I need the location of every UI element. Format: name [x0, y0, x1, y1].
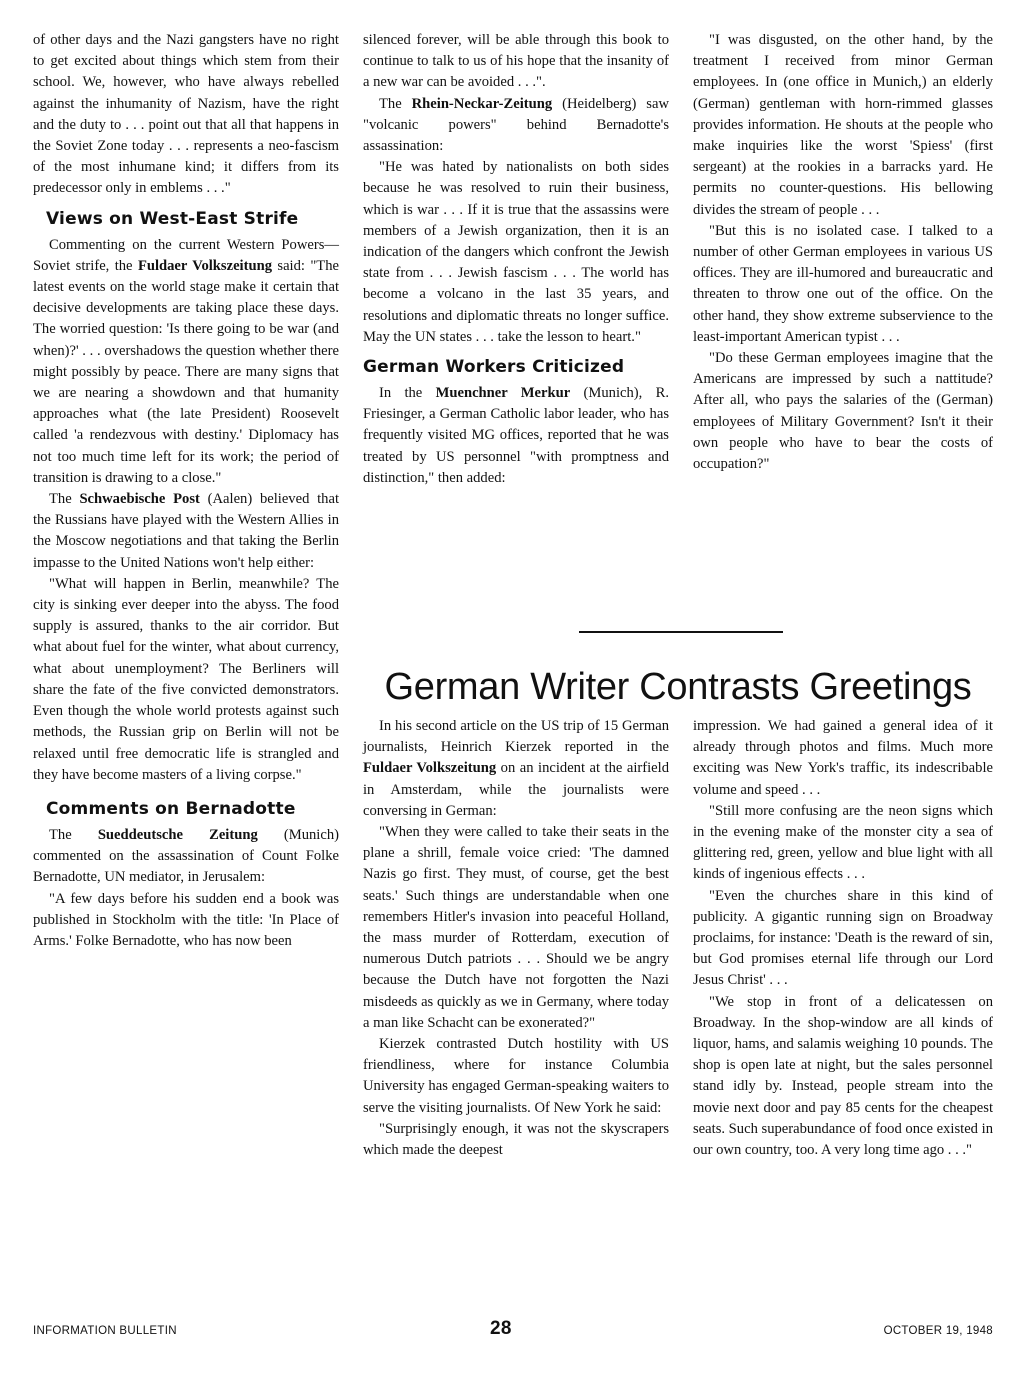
- column-3: [693, 30, 993, 475]
- text: said: "The latest events on the world stage make it certain that decisive developments are taking place these days. The worried question: 'Is there going to be war (and when)?' . . . overshadows the question whether there might possibly by peace. There are many signs that we are nearing a showdown and that humanity approaches what (the late President) Roosevelt called 'a rendezvous with destiny.' Diplomacy has not too much time left for its work; the period of transition is drawing to a close.": [33, 257, 339, 486]
- paragraph: "He was hated by nationalists on both sides because he was resolved to ruin their business, which is war . . . If it is true that the assassins were members of a Jewish organization, then it is an indication of the dangers which confront the Jewish state from . . . Jewish fascism . . . The world has become a volcano in the last 35 years, and resolutions and diplomatic threats no longer suffice. May the UN states . . . take the lesson to heart.": [363, 159, 669, 345]
- newspaper-name: Rhein-Neckar-Zeitung: [411, 95, 553, 112]
- paragraph: Kierzek contrasted Dutch hostility with US friendliness, where for instance Columbia University has engaged German-speaking waiters to serve the visiting journalists. Of New York he said:: [363, 1036, 669, 1116]
- paragraph: [33, 489, 339, 574]
- text: The: [49, 491, 80, 508]
- paragraph: [363, 94, 669, 158]
- article-headline: German Writer Contrasts Greetings: [384, 666, 972, 708]
- paragraph: [363, 716, 669, 822]
- text: (Munich) commented on the assassination of Count Folke Bernadotte, UN mediator, in Jerusalem:: [33, 826, 339, 886]
- text: The: [379, 95, 412, 112]
- paragraph: [33, 825, 339, 889]
- section-heading-bernadotte: Comments on Bernadotte: [46, 798, 296, 819]
- section-heading-workers: German Workers Criticized: [363, 357, 625, 378]
- paragraph: "Surprisingly enough, it was not the skyscrapers which made the deepest: [363, 1120, 669, 1159]
- paragraph: "Do these German employees imagine that the Americans are impressed by such a nattitude? After all, who pays the salaries of the (German) employees of Military Government? Isn't it their own people who have to bear the costs of occupation?": [693, 350, 993, 473]
- paragraph: "Even the churches share in this kind of publicity. A gigantic running sign on Broadway proclaims, for instance: 'Death is the reward of sin, but God promises eternal life through our Lord Jesus Christ' . . .: [693, 887, 993, 989]
- paragraph: "When they were called to take their seats in the plane a shrill, female voice cried: 'The damned Nazis go first. They must, of course, get the best seats.' Such things are understandable when one remembers Hitler's invasion into peaceful Holland, the mass murder of Rotterdam, execution of numerous Dutch patriots . . . Should we be angry because the Dutch have not forgotten the Nazi misdeeds as quickly as we in Germany, where today a man like Schacht can be exonerated?": [363, 824, 669, 1031]
- newspaper-name: Sueddeutsche Zeitung: [97, 826, 258, 843]
- section-divider: [579, 631, 783, 633]
- paragraph: [33, 235, 339, 489]
- text: The: [49, 826, 98, 843]
- page-number: 28: [490, 1318, 512, 1339]
- section-heading-west-east: Views on West-East Strife: [46, 208, 299, 229]
- article-column-right: [693, 716, 993, 1161]
- issue-date: OCTOBER 19, 1948: [883, 1325, 993, 1337]
- paragraph: "A few days before his sudden end a book was published in Stockholm with the title: 'In Place of Arms.' Folke Bernadotte, who has now been: [33, 890, 339, 949]
- text: In the: [379, 385, 436, 402]
- newspaper-name: Fuldaer Volkszeitung: [137, 257, 272, 274]
- text: (Munich), R. Friesinger, a German Catholic labor leader, who has frequently visited MG offices, reported that he was treated by US personnel "with promptness and distinction," then added:: [363, 385, 669, 486]
- text: In his second article on the US trip of 15 German journalists, Heinrich Kierzek reported in the: [363, 718, 669, 756]
- text: on an incident at the airfield in Amsterdam, while the journalists were conversing in German:: [363, 760, 669, 819]
- article-column-left: [363, 716, 669, 1161]
- newspaper-name: Schwaebische Post: [79, 491, 200, 508]
- paragraph: impression. We had gained a general idea of it already through photos and films. Much more exciting was New York's traffic, its indescribable volume and speed . . .: [693, 718, 993, 798]
- column-1: [33, 30, 339, 952]
- newspaper-name: Fuldaer Volkszeitung: [363, 760, 497, 777]
- text: (Heidelberg) saw "volcanic powers" behind Bernadotte's assassination:: [363, 95, 669, 155]
- column-2: [363, 30, 669, 489]
- paragraph: "What will happen in Berlin, meanwhile? The city is sinking ever deeper into the abyss. The food supply is assured, thanks to the air corridor. But what about fuel for the winter, what about currency, what about unemployment? The Berliners will share the fate of the five convicted demonstrators. Even though the whole world protests against such methods, the Russian grip on Berlin will not be relaxed until free democratic life is strangled and they have become masters of a living corpse.": [33, 575, 339, 783]
- paragraph: of other days and the Nazi gangsters have no right to get excited about things which stem from their school. We, however, who have always rebelled against the inhumanity of Nazism, have the right and the duty to . . . point out that all that happens in the Soviet Zone today . . . represents a neo-fascism of the most inhumane kind; it differs from its predecessor only in emblems . . .": [33, 32, 339, 197]
- paragraph: "I was disgusted, on the other hand, by the treatment I received from minor German employees. In (one office in Munich,) an elderly (German) gentleman with horn-rimmed glasses provides information. He shouts at the people who make inquiries like the worst 'Spiess' (first sergeant) at the rookies in a barracks yard. He permits no counter-questions. His bellowing divides the stream of people . . .: [693, 32, 993, 218]
- paragraph: "But this is no isolated case. I talked to a number of other German employees in various US offices. They are ill-humored and bureaucratic and threaten to throw one out of the office. On the other hand, they show extreme subservience to the least-important American typist . . .: [693, 222, 993, 345]
- text: Commenting on the current Western Powers—Soviet strife, the: [33, 236, 339, 274]
- paragraph: "Still more confusing are the neon signs which in the evening make of the monster city a sea of glittering red, green, yellow and blue light with all kinds of ingenious effects . . .: [693, 802, 993, 883]
- publication-name: INFORMATION BULLETIN: [33, 1325, 177, 1337]
- text: (Aalen) believed that the Russians have played with the Western Allies in the Moscow negotiations and that taking the Berlin impasse to the United Nations won't help either:: [33, 491, 339, 571]
- newspaper-name: Muenchner Merkur: [435, 385, 571, 402]
- paragraph: silenced forever, will be able through this book to continue to talk to us of his hope that the insanity of a new war can be avoided . . .".: [363, 32, 669, 91]
- paragraph: [363, 383, 669, 489]
- paragraph: "We stop in front of a delicatessen on Broadway. In the shop-window are all kinds of liquor, hams, and salamis weighing 10 pounds. The shop is open late at night, but the sales personnel stand idly by. Instead, people stream into the movie next door and pay 85 cents for the cheapest seats. Such superabundance of food once existed in our own country, too. A very long time ago . . .": [693, 993, 993, 1159]
